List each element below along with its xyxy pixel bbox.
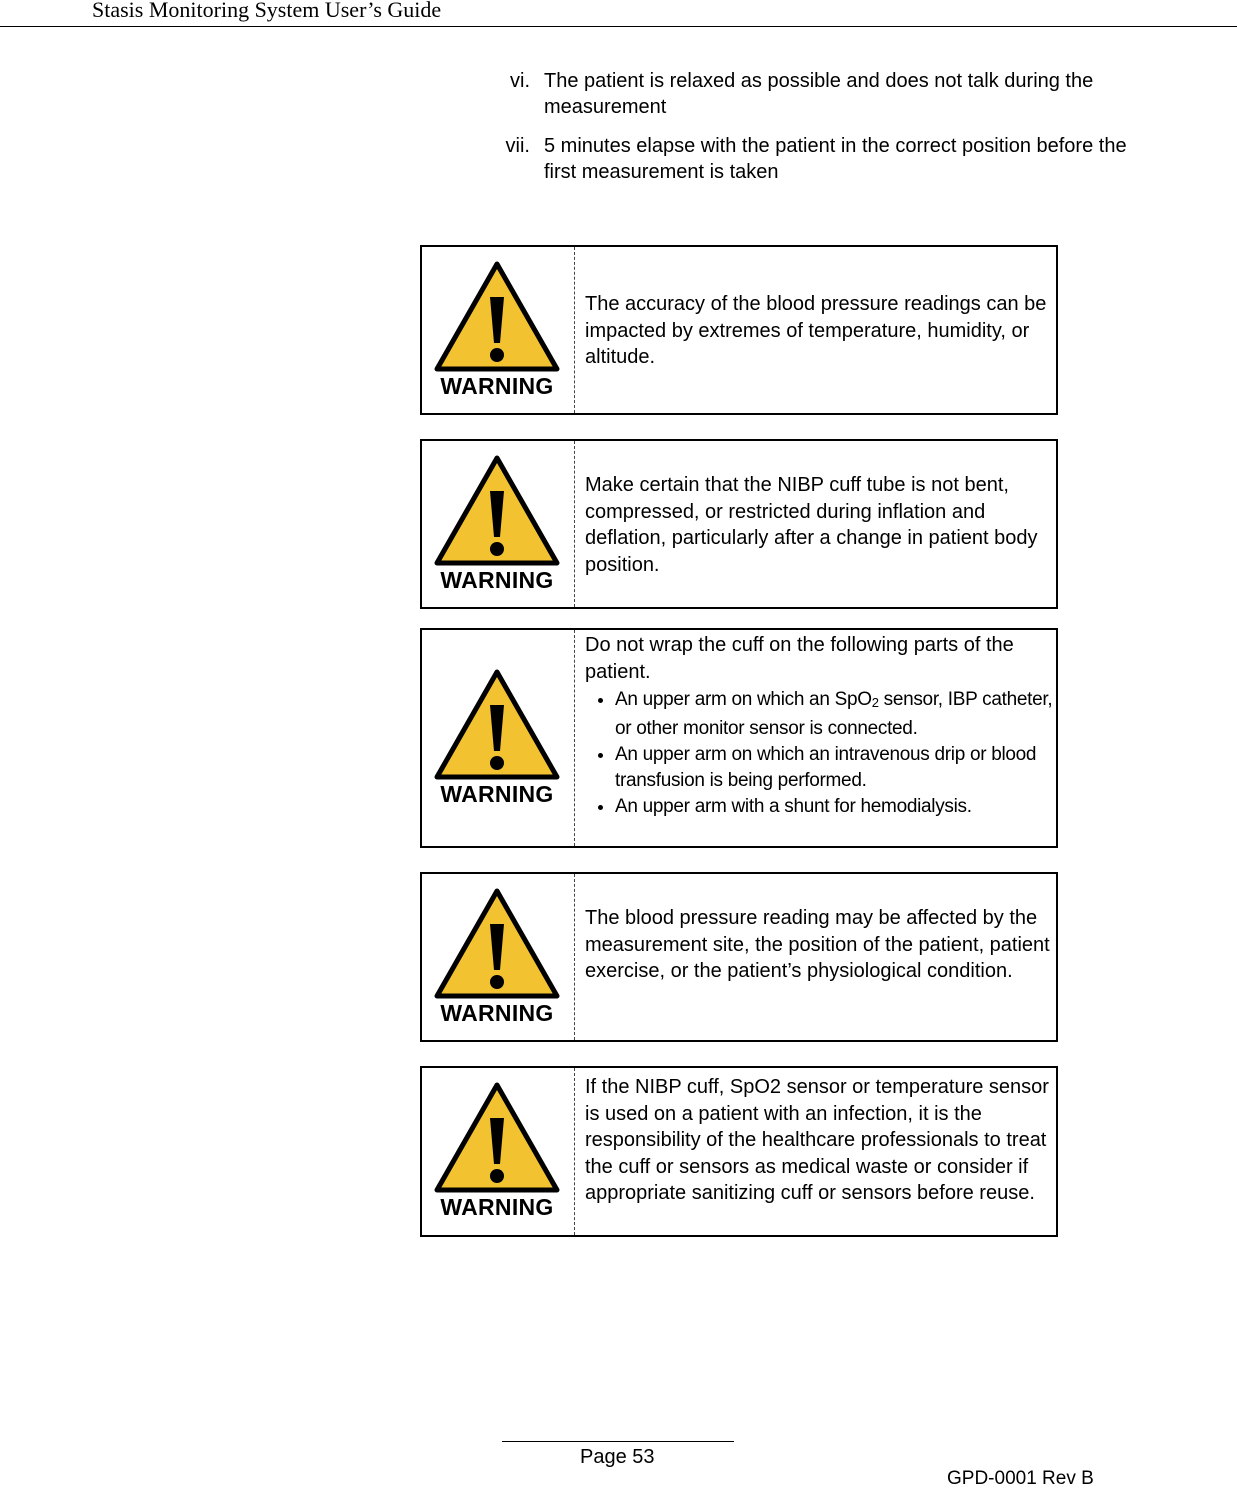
step-item: [490, 133, 1130, 185]
warning-triangle-icon: [432, 453, 562, 568]
warning-label: WARNING: [440, 1194, 554, 1220]
warning-text: If the NIBP cuff, SpO2 sensor or temperature sensor is used on a patient with an infection, it is the responsibility of the healthcare professionals to treat the cuff or sensors as medical waste or consider if appropriate sanitizing cuff or sensors before reuse.: [585, 1076, 1049, 1204]
page-number: Page 53: [580, 1446, 655, 1468]
warning-icon-cell: [422, 441, 575, 607]
warning-label: WARNING: [440, 567, 554, 593]
footer-divider: [502, 1441, 734, 1442]
warning-text: The blood pressure reading may be affected by the measurement site, the position of the patient, patient exercise, or the patient’s physiological condition.: [585, 907, 1050, 982]
warning-triangle-icon: [432, 886, 562, 1001]
step-number: vii.: [505, 135, 530, 157]
warning-box: [420, 439, 1058, 609]
warning-intro: Do not wrap the cuff on the following parts of the patient.: [585, 634, 1014, 683]
warning-triangle-icon: [432, 1080, 562, 1195]
list-item: • An upper arm on which an intravenous drip or blood transfusion is being performed.: [615, 742, 1054, 794]
page-header: [0, 0, 1237, 27]
warning-label: WARNING: [440, 373, 554, 399]
header-title: Stasis Monitoring System User’s Guide: [92, 0, 442, 22]
warning-icon-cell: [422, 1068, 575, 1235]
step-number: vi.: [510, 70, 530, 92]
step-list: [490, 68, 1130, 198]
warning-triangle-icon: [432, 259, 562, 374]
warning-bullet-list: [585, 687, 1054, 820]
warning-box: [420, 245, 1058, 415]
warning-label: WARNING: [440, 1000, 554, 1026]
warning-box: [420, 628, 1058, 848]
document-id: GPD-0001 Rev B: [947, 1468, 1094, 1489]
step-text: 5 minutes elapse with the patient in the correct position before the first measurement is taken: [544, 135, 1127, 183]
list-item: • An upper arm with a shunt for hemodialysis.: [615, 794, 1054, 820]
warning-icon-cell: [422, 630, 575, 846]
step-text: The patient is relaxed as possible and does not talk during the measurement: [544, 70, 1094, 118]
warning-icon-cell: [422, 874, 575, 1040]
warning-text: [585, 632, 1054, 820]
warning-label: WARNING: [440, 781, 554, 807]
warning-text: The accuracy of the blood pressure readings can be impacted by extremes of temperature, humidity, or altitude.: [585, 293, 1047, 368]
warning-box: [420, 872, 1058, 1042]
warning-text: Make certain that the NIBP cuff tube is not bent, compressed, or restricted during inflation and deflation, particularly after a change in patient body position.: [585, 474, 1038, 576]
warning-box: [420, 1066, 1058, 1237]
step-item: [490, 68, 1130, 120]
warning-triangle-icon: [432, 667, 562, 782]
list-item: • An upper arm on which an SpO$_2$ sensor, IBP catheter, or other monitor sensor is connected.: [615, 687, 1054, 742]
warning-icon-cell: [422, 247, 575, 413]
